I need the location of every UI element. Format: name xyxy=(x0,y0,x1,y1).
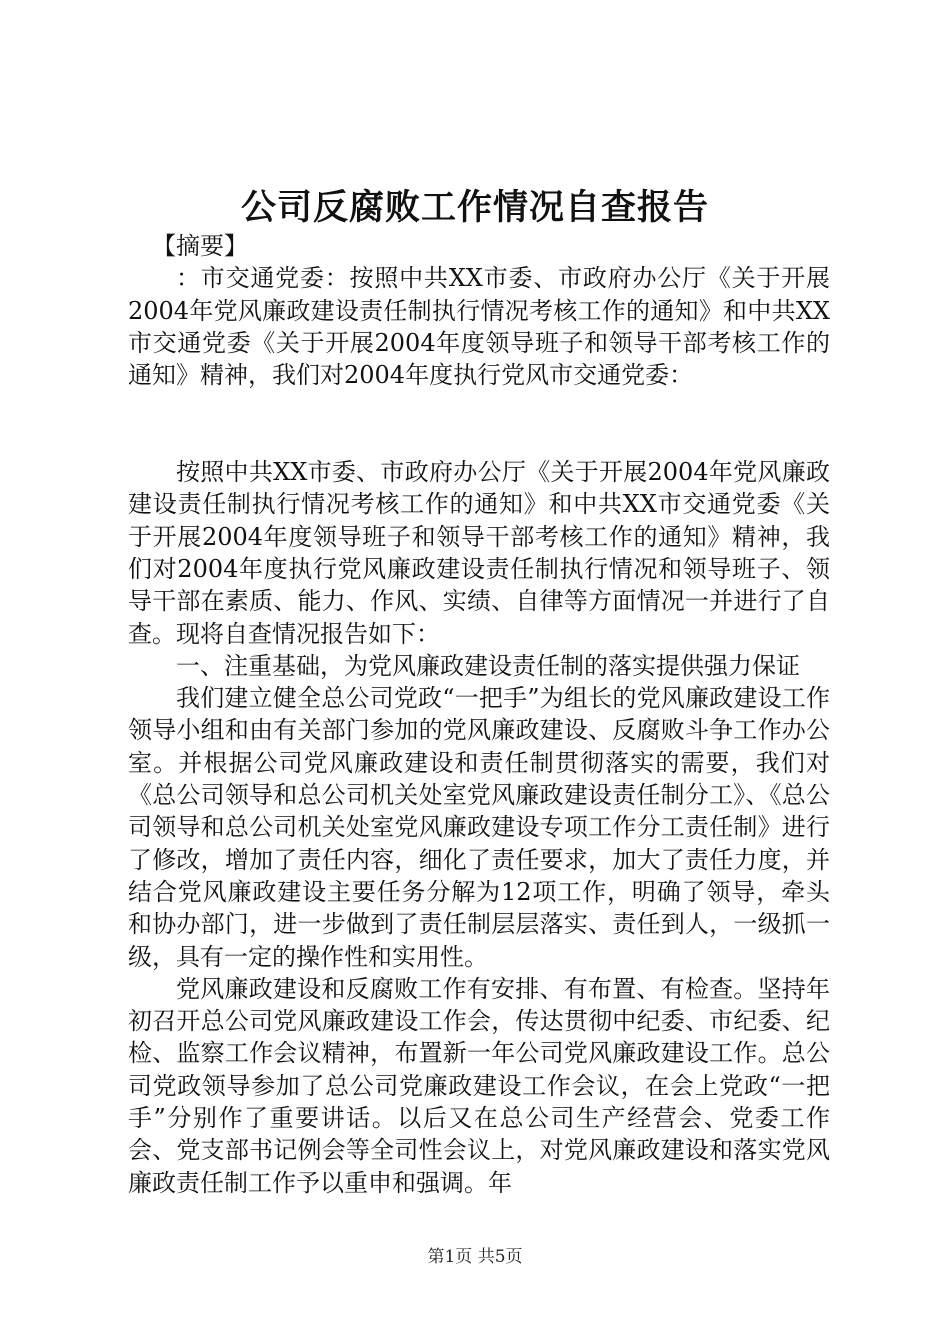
abstract-label: 【摘要】 xyxy=(152,232,248,260)
page-footer: 第1页 共5页 xyxy=(427,1247,523,1267)
section-heading: 一、注重基础，为党风廉政建设责任制的落实提供强力保证 xyxy=(176,651,800,680)
body-paragraph: 党风廉政建设和反腐败工作有安排、有布置、有检查。坚持年初召开总公司党风廉政建设工作会，传达贯彻中纪委、市纪委、纪检、监察工作会议精神，布置新一年公司党风廉政建设工作。总公司党政领导参加了总公司党廉政建设工作会议，在会上党政“一把手”分别作了重要讲话。以后又在总公司生产经营会、党委工作会、党支部书记例会等全司性会议上，对党风廉政建设和落实党风廉政责任制工作予以重申和强调。年 xyxy=(128,974,830,1197)
body-paragraph: 按照中共XX市委、市政府办公厅《关于开展2004年党风廉政建设责任制执行情况考核工作的通知》和中共XX市交通党委《关于开展2004年度领导班子和领导干部考核工作的通知》精神，我们对2004年度执行党风廉政建设责任制执行情况和领导班子、领导干部在素质、能力、作风、实绩、自律等方面情况一并进行了自查。现将自查情况报告如下： xyxy=(128,458,830,648)
body-paragraph: 我们建立健全总公司党政“一把手”为组长的党风廉政建设工作领导小组和由有关部门参加的党风廉政建设、反腐败斗争工作办公室。并根据公司党风廉政建设和责任制贯彻落实的需要，我们对《总公司领导和总公司机关处室党风廉政建设责任制分工》、《总公司领导和总公司机关处室党风廉政建设专项工作分工责任制》进行了修改，增加了责任内容，细化了责任要求，加大了责任力度，并结合党风廉政建设主要任务分解为12项工作，明确了领导，牵头和协办部门，进一步做到了责任制层层落实、责任到人，一级抓一级，具有一定的操作性和实用性。 xyxy=(128,684,830,971)
abstract-text: ：市交通党委：按照中共XX市委、市政府办公厅《关于开展2004年党风廉政建设责任制执行情况考核工作的通知》和中共XX市交通党委《关于开展2004年度领导班子和领导干部考核工作的通知》精神，我们对2004年度执行党风市交通党委： xyxy=(128,264,830,390)
document-title: 公司反腐败工作情况自查报告 xyxy=(240,187,709,228)
document-body xyxy=(128,230,830,1199)
paragraph-spacer xyxy=(128,391,830,456)
